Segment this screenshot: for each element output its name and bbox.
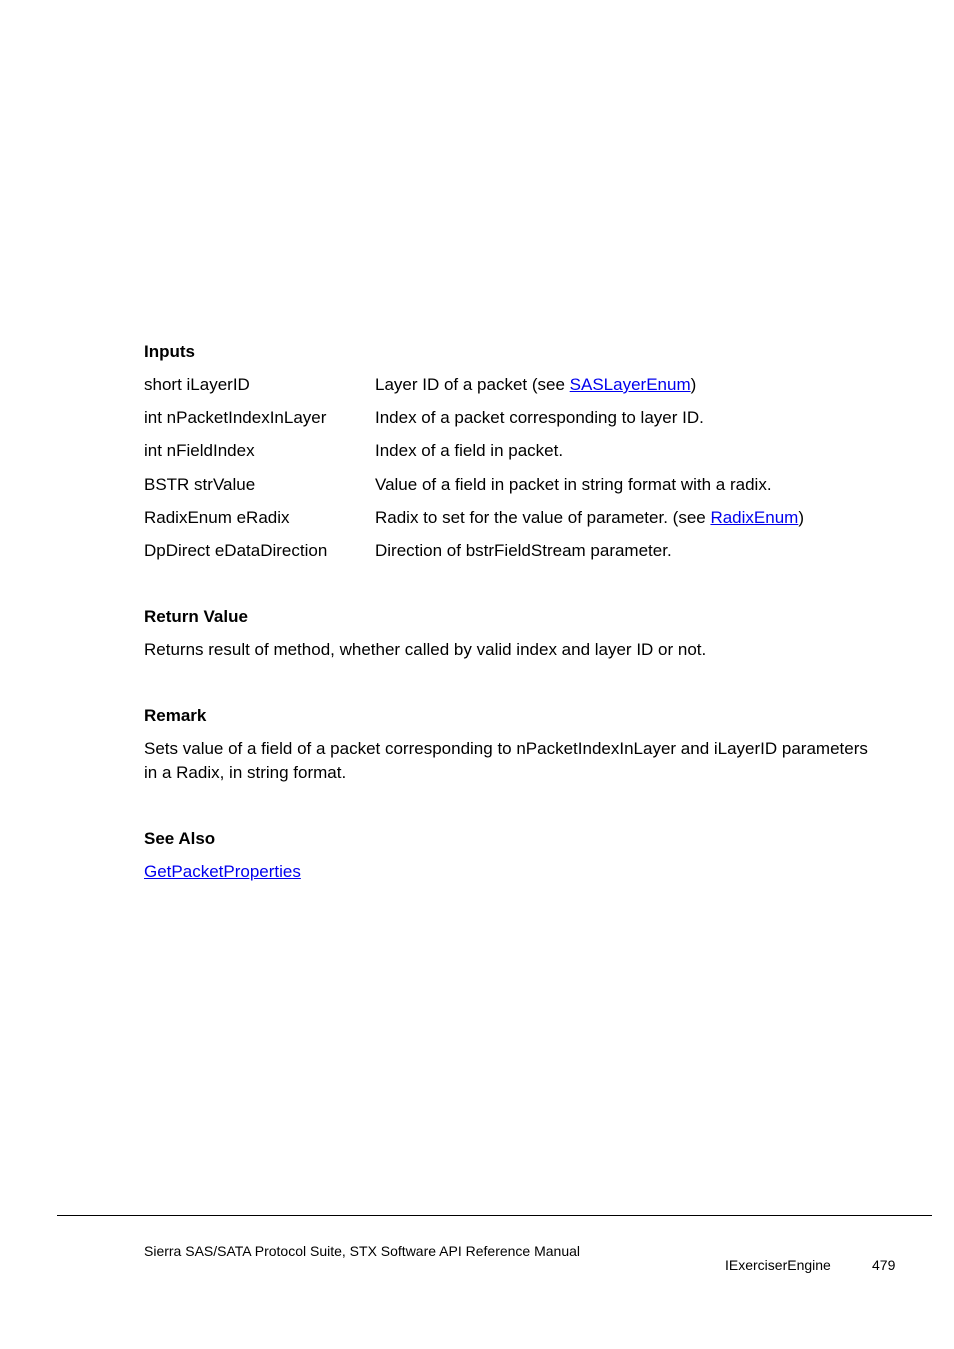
param-description: Value of a field in packet in string format with a radix. bbox=[375, 475, 772, 494]
inputs-heading: Inputs bbox=[144, 342, 195, 361]
param-name: int nFieldIndex bbox=[144, 441, 255, 460]
param-desc-suffix: ) bbox=[690, 375, 697, 394]
param-name: short iLayerID bbox=[144, 375, 250, 394]
param-row bbox=[144, 373, 904, 397]
param-name: BSTR strValue bbox=[144, 475, 256, 494]
remark-text-line-1: Sets value of a field of a packet corresponding to nPacketIndexInLayer and iLayerID parameters bbox=[144, 739, 868, 758]
saslayerenum-link[interactable]: SASLayerEnum bbox=[569, 375, 691, 394]
remark-heading: Remark bbox=[144, 706, 207, 725]
footer-section-name: IExerciserEngine bbox=[725, 1257, 831, 1273]
return-value-text: Returns result of method, whether called by valid index and layer ID or not. bbox=[144, 640, 707, 659]
param-description bbox=[375, 373, 696, 397]
param-description: Index of a field in packet. bbox=[375, 441, 564, 460]
param-description: Index of a packet corresponding to layer ID. bbox=[375, 408, 704, 427]
param-row bbox=[144, 406, 904, 430]
param-description: Direction of bstrFieldStream parameter. bbox=[375, 541, 672, 560]
param-desc-text: Radix to set for the value of parameter. (see bbox=[375, 508, 711, 527]
param-name: int nPacketIndexInLayer bbox=[144, 408, 327, 427]
footer-divider bbox=[57, 1215, 932, 1216]
param-desc-text: Layer ID of a packet (see bbox=[375, 375, 570, 394]
footer-page-number: 479 bbox=[872, 1257, 896, 1273]
param-name: DpDirect eDataDirection bbox=[144, 541, 328, 560]
param-row bbox=[144, 473, 904, 497]
radixenum-link[interactable]: RadixEnum bbox=[710, 508, 799, 527]
param-row bbox=[144, 539, 904, 563]
param-row bbox=[144, 506, 904, 530]
remark-text-line-2: in a Radix, in string format. bbox=[144, 763, 347, 782]
param-description bbox=[375, 506, 804, 530]
see-also-heading: See Also bbox=[144, 829, 216, 848]
see-also-list bbox=[144, 860, 301, 884]
getpacketproperties-link[interactable]: GetPacketProperties bbox=[144, 862, 301, 881]
param-desc-suffix: ) bbox=[798, 508, 804, 527]
param-name: RadixEnum eRadix bbox=[144, 508, 290, 527]
footer-manual-title: Sierra SAS/SATA Protocol Suite, STX Software API Reference Manual bbox=[144, 1243, 581, 1259]
return-value-heading: Return Value bbox=[144, 607, 248, 626]
param-row bbox=[144, 439, 904, 463]
